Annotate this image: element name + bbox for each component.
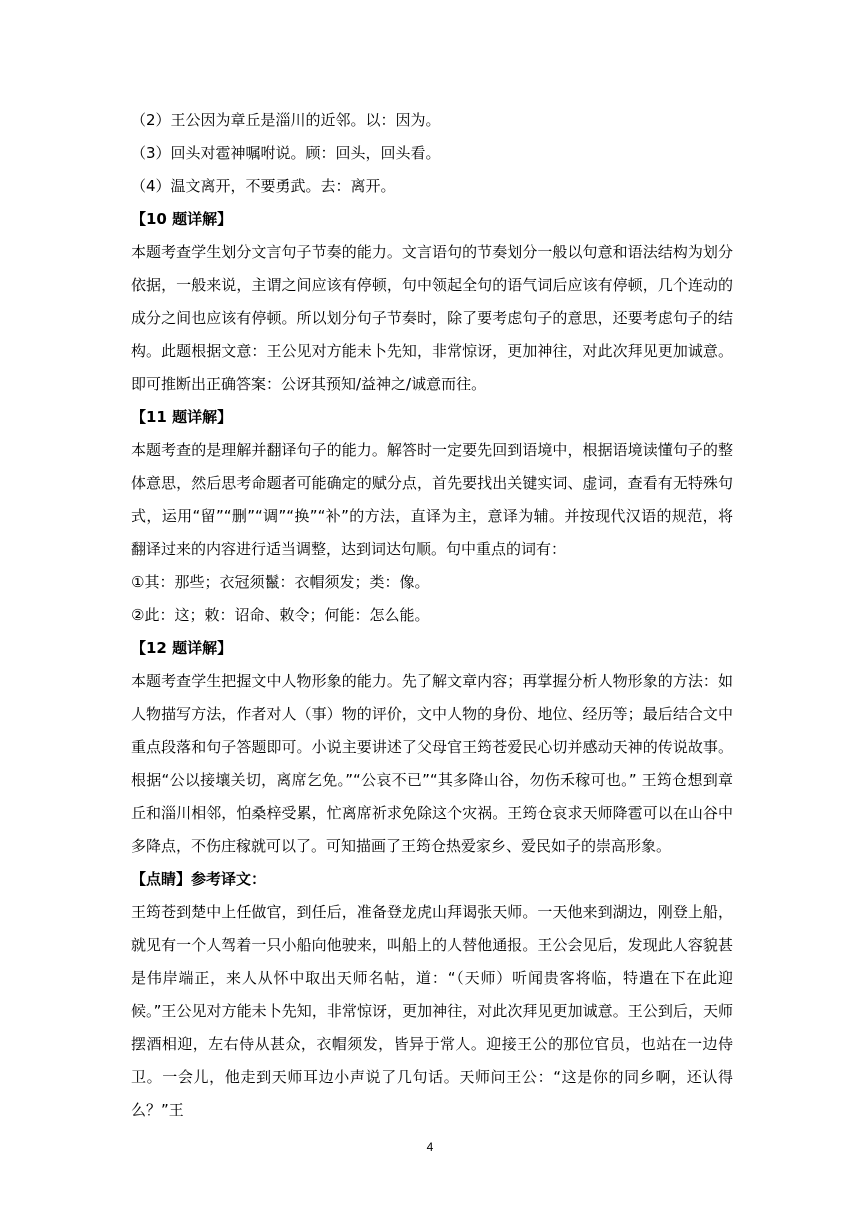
- q11-point-2: ②此：这；敕：诏命、敕令；何能：怎么能。: [131, 606, 430, 624]
- page-content: [131, 104, 733, 1127]
- page-number: 4: [426, 1140, 434, 1154]
- q10-body: 本题考查学生划分文言句子节奏的能力。文言语句的节奏划分一般以句意和语法结构为划分依据，一般来说，主谓之间应该有停顿，句中领起全句的语气词后应该有停顿，几个连动的成分之间也应该有停顿。所以划分句子节奏时，除了要考虑句子的意思，还要考虑句子的结构。此题根据文意：王公见对方能未卜先知，非常惊讶，更加神往，对此次拜见更加诚意。即可推断出正确答案：公讶其预知/益神之/诚意而往。: [131, 243, 733, 393]
- note-heading: 【点睛】参考译文：: [131, 870, 267, 888]
- note-body: 王筠苍到楚中上任做官，到任后，准备登龙虎山拜谒张天师。一天他来到湖边，刚登上船，就见有一个人驾着一只小船向他驶来，叫船上的人替他通报。王公会见后，发现此人容貌甚是伟岸端正，来人从怀中取出天师名帖，道：“（天师）听闻贵客将临，特遣在下在此迎候。”王公见对方能未卜先知，非常惊讶，更加神往，对此次拜见更加诚意。王公到后，天师摆酒相迎，左右侍从甚众，衣帽须发，皆异于常人。迎接王公的那位官员，也站在一边侍卫。一会儿，他走到天师耳边小声说了几句话。天师问王公：“这是你的同乡啊，还认得么？”王: [131, 903, 733, 1119]
- q12-heading: 【12 题详解】: [131, 639, 233, 657]
- q10-heading: 【10 题详解】: [131, 210, 233, 228]
- q11-body: 本题考查的是理解并翻译句子的能力。解答时一定要先回到语境中，根据语境读懂句子的整体意思，然后思考命题者可能确定的赋分点，首先要找出关键实词、虚词，查看有无特殊句式，运用“留”“删”“调”“换”“补”的方法，直译为主，意译为辅。并按现代汉语的规范，将翻译过来的内容进行适当调整，达到词达句顺。句中重点的词有：: [131, 441, 733, 558]
- q11-heading: 【11 题详解】: [131, 408, 233, 426]
- q12-body: 本题考查学生把握文中人物形象的能力。先了解文章内容；再掌握分析人物形象的方法：如人物描写方法，作者对人（事）物的评价，文中人物的身份、地位、经历等；最后结合文中重点段落和句子答题即可。小说主要讲述了父母官王筠苍爱民心切并感动天神的传说故事。根据“公以接壤关切，离席乞免。”“公哀不已”“其多降山谷，勿伤禾稼可也。” 王筠仓想到章丘和淄川相邻，怕桑梓受累，忙离席祈求免除这个灾祸。王筠仓哀求天师降雹可以在山谷中多降点，不伤庄稼就可以了。可知描画了王筠仓热爱家乡、爱民如子的崇高形象。: [131, 672, 733, 855]
- answer-item-3: （3）回头对雹神嘱咐说。顾：回头，回头看。: [131, 144, 441, 162]
- q11-point-1: ①其：那些；衣冠须鬣：衣帽须发；类：像。: [131, 573, 430, 591]
- answer-item-2: （2）王公因为章丘是淄川的近邻。以：因为。: [131, 111, 441, 129]
- answer-item-4: （4）温文离开，不要勇武。去：离开。: [131, 177, 396, 195]
